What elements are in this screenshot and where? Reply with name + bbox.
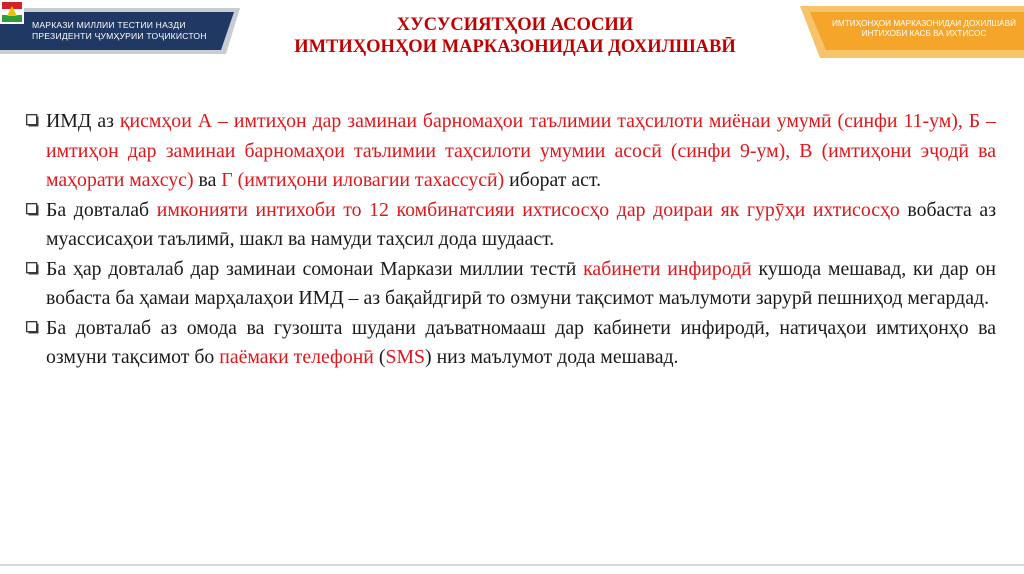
highlighted-text: қисмҳои А – имтиҳон дар заминаи барномаҳои таълимии таҳсилоти миёнаи умумӣ (синфи 11-ум), Б – имтиҳон дар заминаи барномаҳои таълимии таҳсилоти умумии асосӣ (синфи 9-ум), В (имтиҳони эҷодӣ ва маҳорати махсус) (46, 110, 996, 191)
checkbox-bullet-icon (26, 262, 39, 275)
body-text: ва (193, 169, 222, 191)
title-line-2: ИМТИҲОНҲОИ МАРКАЗОНИДАИ ДОХИЛШАВӢ (294, 37, 736, 57)
bullet-item (26, 196, 996, 255)
body-text: ( (373, 346, 386, 368)
org-line-1: МАРКАЗИ МИЛЛИИ ТЕСТИИ НАЗДИ (32, 20, 186, 30)
logo-icon (0, 0, 24, 24)
right-line-1: ИМТИҲОНҲОИ МАРКАЗОНИДАИ ДОХИЛШАВӢ (832, 19, 1016, 28)
bullet-item (26, 314, 996, 373)
body-text: ) низ маълумот дода мешавад. (425, 346, 679, 368)
right-line-2: ИНТИХОБИ КАСБ ВА ИХТИСОС (861, 29, 987, 38)
checkbox-bullet-icon (26, 203, 39, 216)
bullet-list (26, 107, 996, 373)
footer-divider (0, 564, 1024, 566)
org-line-2: ПРЕЗИДЕНТИ ҶУМҲУРИИ ТОҶИКИСТОН (32, 31, 207, 41)
right-banner-text (826, 19, 1022, 39)
highlighted-text: кабинети инфиродӣ (583, 257, 752, 280)
bullet-item (26, 255, 996, 314)
body-text: Ба довталаб (46, 198, 157, 221)
highlighted-text: паёмаки телефонӣ (219, 346, 374, 368)
highlighted-text: Г (имтиҳони иловагии тахассусӣ) (221, 169, 505, 191)
checkbox-bullet-icon (26, 114, 39, 127)
body-text: ИМД аз (46, 110, 120, 132)
body-text: Ба ҳар довталаб дар заминаи сомонаи Маркази миллии тестӣ (46, 257, 584, 280)
highlighted-text: имконияти интихоби то 12 комбинатсияи ихтисосҳо дар доираи як гурӯҳи ихтисосҳо (156, 198, 900, 221)
body-text: Ба довталаб аз омода ва гузошта шудани даъватномааш дар кабинети инфиродӣ, натиҷаҳои имтиҳонҳо ва озмуни тақсимот бо (46, 316, 996, 368)
checkbox-bullet-icon (26, 321, 39, 334)
page-title (260, 14, 770, 58)
body-text: вобаста аз муассисаҳои таълимӣ, шакл ва намуди таҳсил дода шудааст. (46, 198, 997, 250)
body-text: иборат аст. (504, 169, 602, 191)
organization-name (32, 20, 207, 42)
header-left-banner (0, 0, 248, 54)
title-line-1: ХУСУСИЯТҲОИ АСОСИИ (396, 15, 634, 35)
highlighted-text: SMS (385, 346, 426, 368)
bullet-item (26, 107, 996, 196)
body-text: кушода мешавад, ки дар он вобаста ба ҳамаи марҳалаҳои ИМД – аз бақайдгирӣ то озмуни тақсимот маълумоти зарурӣ пешниҳод мегардад. (46, 257, 996, 309)
